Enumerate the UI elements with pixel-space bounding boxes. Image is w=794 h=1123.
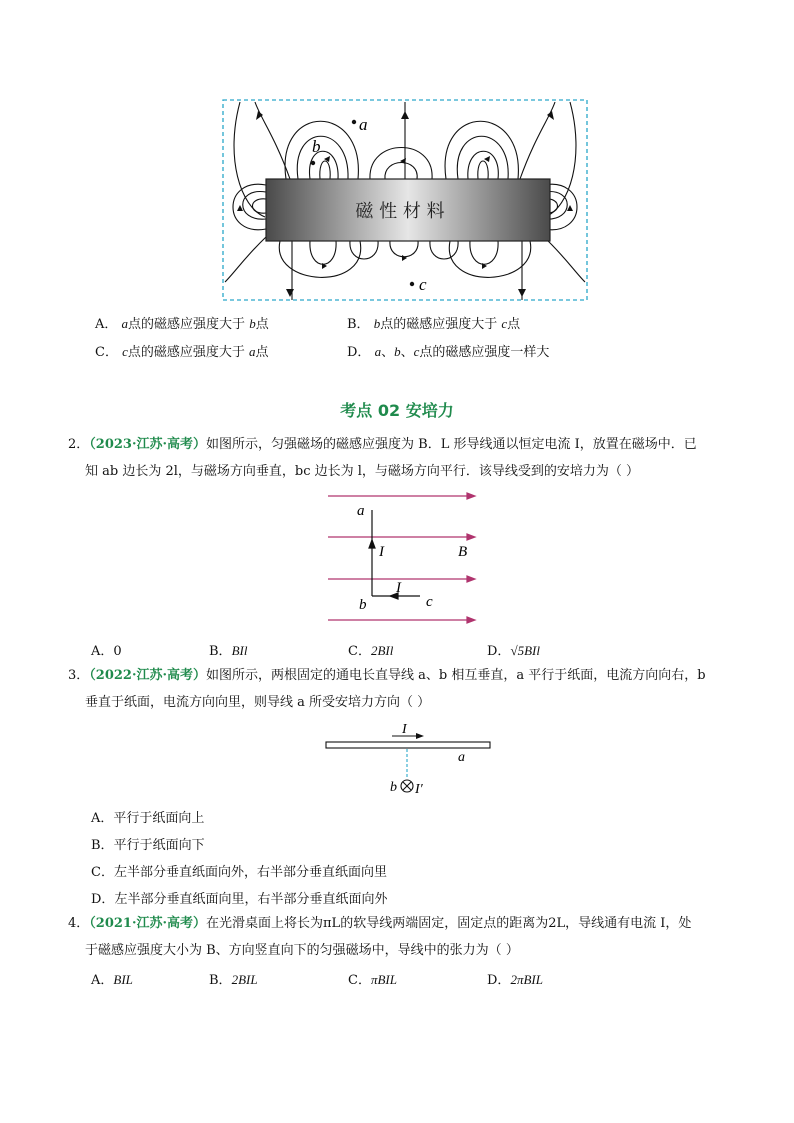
magnet-field-figure xyxy=(220,97,590,303)
q1-option-c[interactable]: C． c点的磁感应强度大于 a点 xyxy=(95,344,269,360)
q1-option-a[interactable]: A． a点的磁感应强度大于 b点 xyxy=(95,316,269,332)
q3-label-a: a xyxy=(458,750,465,765)
q2-line1: 如图所示，匀强磁场的磁感应强度为 B．L 形导线通以恒定电流 I，放置在磁场中．已 xyxy=(206,437,697,452)
q4-option-b[interactable]: B．2BIL xyxy=(209,972,258,988)
q2-label-B: B xyxy=(458,544,468,560)
point-a-label: a xyxy=(359,115,368,134)
point-b-label: b xyxy=(312,137,321,156)
q3-label-I-prime: I′ xyxy=(415,782,423,797)
q2-stem-line1 xyxy=(68,432,697,458)
q2-label-I-horizontal: I xyxy=(396,580,401,596)
q3-option-d[interactable]: D．左半部分垂直纸面向里，右半部分垂直纸面向外 xyxy=(91,892,388,907)
q2-figure xyxy=(320,488,485,628)
q2-label-c: c xyxy=(426,594,433,610)
q1-option-d[interactable]: D． a、b、c点的磁感应强度一样大 xyxy=(347,344,550,360)
q3-label-I: I xyxy=(402,722,407,737)
q3-number: 3． xyxy=(68,668,90,683)
q2-option-b[interactable]: B．BIl xyxy=(209,643,248,659)
magnetic-material-label: 磁 性 材 料 xyxy=(355,201,445,222)
q2-option-c[interactable]: C．2BIl xyxy=(348,643,394,659)
q4-line1: 在光滑桌面上将长为πL的软导线两端固定，固定点的距离为2L，导线通有电流 I，处 xyxy=(206,916,692,931)
q3-option-b[interactable]: B．平行于纸面向下 xyxy=(91,838,205,853)
q2-stem-line2: 知 ab 边长为 2l，与磁场方向垂直，bc 边长为 l，与磁场方向平行．该导线受到的安培力为（ ） xyxy=(85,464,640,479)
q2-option-a[interactable]: A．0 xyxy=(91,644,122,659)
q2-label-I-vertical: I xyxy=(379,544,384,560)
q2-number: 2． xyxy=(68,437,90,452)
q4-option-a[interactable]: A．BIL xyxy=(91,972,133,988)
q4-source: （2021·江苏·高考） xyxy=(89,916,207,931)
q4-option-d[interactable]: D．2πBIL xyxy=(487,972,543,988)
q3-stem-line1 xyxy=(68,663,706,689)
q3-option-c[interactable]: C．左半部分垂直纸面向外，右半部分垂直纸面向里 xyxy=(91,865,387,880)
q4-number: 4． xyxy=(68,916,90,931)
q2-option-d[interactable]: D．√5BIl xyxy=(487,643,540,659)
q3-option-a[interactable]: A．平行于纸面向上 xyxy=(91,811,205,826)
q2-label-b: b xyxy=(359,597,367,613)
q3-stem-line2: 垂直于纸面，电流方向向里，则导线 a 所受安培力方向（ ） xyxy=(85,695,431,710)
q3-label-b: b xyxy=(390,780,397,795)
q4-stem-line2: 于磁感应强度大小为 B、方向竖直向下的匀强磁场中，导线中的张力为（ ） xyxy=(85,943,519,958)
q4-option-c[interactable]: C．πBIL xyxy=(348,972,397,988)
q2-source: （2023·江苏·高考） xyxy=(89,437,207,452)
q3-figure xyxy=(322,720,494,800)
point-c-label: c xyxy=(419,275,427,294)
q1-option-b[interactable]: B． b点的磁感应强度大于 c点 xyxy=(347,316,521,332)
q3-line1: 如图所示，两根固定的通电长直导线 a、b 相互垂直，a 平行于纸面，电流方向向右，b xyxy=(206,668,706,683)
q2-label-a: a xyxy=(357,503,365,519)
q4-stem-line1 xyxy=(68,911,691,937)
section-title: 考点 02 安培力 xyxy=(340,401,454,420)
q3-source: （2022·江苏·高考） xyxy=(89,668,207,683)
